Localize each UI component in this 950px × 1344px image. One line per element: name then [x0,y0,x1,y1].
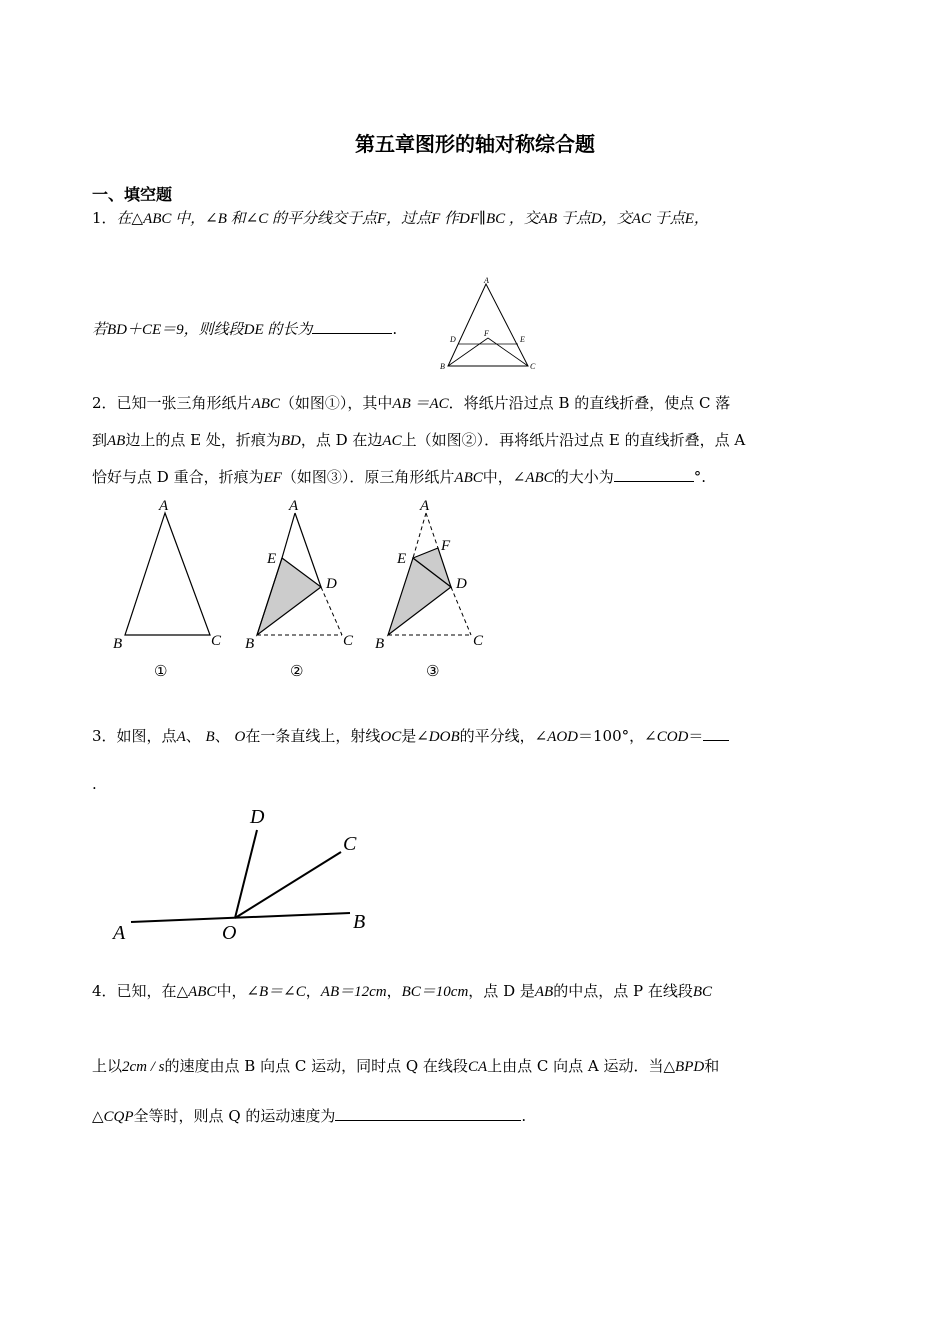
q4-text: △ABC [176,984,217,1000]
q2-text: BD [280,433,301,449]
q4-text: BC [692,984,713,1000]
q2-text: AC [382,433,402,449]
q2-number: 2． [92,394,117,412]
page-title: 第五章图形的轴对称综合题 [355,132,595,156]
q4-text: △BPD [663,1059,705,1075]
q3-label-o: O [222,922,237,944]
q2-fig3-label-c: C [473,633,484,649]
q2-fig3-label-f: F [441,538,451,554]
q3-line1 [92,725,729,746]
q4-text: ， [305,982,321,1000]
q2-text: 的大小为 [553,468,614,486]
q2-figures [105,495,505,685]
q1-label-a: A [484,276,489,285]
q1-label-d: D [450,335,456,344]
q2-fig3-label-d: D [456,576,467,592]
q2-line2 [92,429,745,450]
q4-number: 4． [92,982,117,1000]
q3-number: 3． [92,727,117,745]
q2-fig2-fold [257,558,321,635]
q2-fig1-label-c: C [211,633,222,649]
q2-text: AB [107,433,126,449]
q3-text: 的平分线，∠ [459,727,548,745]
q4-text: ， [386,982,402,1000]
q3-end: . [92,775,97,793]
q1-number: 1． [92,209,117,227]
q2-fig2-label-c: C [343,633,354,649]
q4-text: 和 [704,1057,720,1075]
q4-text: 已知，在 [116,982,177,1000]
q2-text: （如图①），其中 [279,394,393,412]
q3-text: B [205,729,215,745]
q3-text: ＝ [688,727,704,745]
q2-text: °. [693,468,706,486]
q4-text: AB [534,984,554,1000]
q4-text: 中， [216,982,247,1000]
q2-answer-blank[interactable] [614,467,694,482]
q3-text: O [234,729,246,745]
q3-text: A [176,729,186,745]
q1-figure [440,276,540,371]
q2-text: 上（如图②）．再将纸片沿过点 E 的直线折叠，点 A [401,431,746,449]
q4-text: AB＝12cm [320,984,387,1000]
q1-triangle [448,284,528,366]
q2-fig3-label-e: E [397,551,407,567]
q2-fig2-ae [282,513,295,558]
q3-text: 在一条直线上，射线 [245,727,381,745]
q2-text: 边上的点 E 处，折痕为 [125,431,281,449]
q2-fig3-dc [451,587,471,635]
q3-text: DOB [428,729,460,745]
q4-text: 的速度由点 B 向点 C 运动，同时点 Q 在线段 [164,1057,468,1075]
q2-fig2-label-e: E [267,551,277,567]
q2-text: ABC [525,470,554,486]
q4-answer-blank[interactable] [335,1106,521,1121]
q2-fig1-label-b: B [113,636,123,652]
q1-answer-blank[interactable] [312,319,392,334]
q2-fig2-caption: ② [290,662,304,680]
q2-text: EF [263,470,282,486]
q3-label-b: B [353,911,366,933]
q3-line2 [92,775,97,793]
q4-text: ∠B＝∠C [246,984,306,1000]
q4-text: 2cm / s [122,1059,165,1075]
q1-label-c: C [530,362,536,371]
q2-fig3-label-b: B [375,636,385,652]
q4-line3 [92,1105,526,1126]
q4-text: CA [467,1059,488,1075]
q1-label-f: F [484,329,489,338]
q2-text: ．将纸片沿过点 B 的直线折叠，使点 C 落 [448,394,731,412]
q4-text: 全等时，则点 Q 的运动速度为 [133,1107,336,1125]
q2-fig2-label-d: D [326,576,337,592]
q2-fig3-ae [413,513,426,558]
q1-label-b: B [440,362,445,371]
q2-text: （如图③）．原三角形纸片 [281,468,455,486]
q3-label-d: D [250,806,265,828]
q2-fig2-label-b: B [245,636,255,652]
q4-line2 [92,1055,719,1076]
q2-text: 到 [92,431,108,449]
q4-text: 上以 [92,1057,123,1075]
q4-line1 [92,980,712,1001]
q2-text: 已知一张三角形纸片 [116,394,252,412]
q3-text: 、 [214,727,230,745]
q3-text: COD [656,729,689,745]
q2-text: 恰好与点 D 重合，折痕为 [92,468,264,486]
q1-label-e: E [520,335,525,344]
q3-text: 是∠ [401,727,429,745]
q3-answer-blank[interactable] [703,726,729,741]
q1-line2 [92,318,397,339]
q2-line1 [92,392,730,413]
q1-text2: 若BD＋CE＝9，则线段DE 的长为 [92,322,313,338]
section-heading: 一、填空题 [92,185,173,204]
q4-text: △CQP [92,1109,134,1125]
q3-text: OC [380,729,402,745]
q2-fig3-af [426,513,438,548]
q4-text: 上由点 C 向点 A 运动．当 [487,1057,664,1075]
q2-fig1-triangle [125,513,210,635]
q2-fig2-dc [321,587,342,635]
q3-text: AOD [547,729,579,745]
q2-text: ABC [251,396,280,412]
q3-text: 、 [185,727,201,745]
q2-fig1-label-a: A [159,498,169,514]
q2-fig1-caption: ① [154,662,168,680]
q3-label-c: C [343,833,357,855]
q2-fig3-label-a: A [420,498,430,514]
q1-end: . [392,320,398,338]
q2-text: AB ＝AC [392,396,449,412]
q4-text: BC＝10cm [401,984,469,1000]
q4-text: . [521,1107,527,1125]
q3-ray-oc [235,852,341,918]
q2-fig3-caption: ③ [426,662,440,680]
q3-label-a: A [113,922,126,944]
q2-text: ，点 D 在边 [300,431,383,449]
q4-text: 的中点，点 P 在线段 [553,982,693,1000]
q1-line1 [92,207,709,228]
q3-figure [105,800,385,950]
q2-fig2-label-a: A [289,498,299,514]
q3-text: 如图，点 [116,727,177,745]
q3-text: ＝100°，∠ [578,727,657,745]
q2-line3 [92,466,706,487]
q2-text: ABC [454,470,483,486]
q1-text1: 在△ABC 中，∠B 和∠C 的平分线交于点F，过点F 作DF∥BC ，交AB 于点D，交AC 于点E， [116,211,709,227]
q2-text: 中，∠ [482,468,526,486]
q4-text: ，点 D 是 [468,982,535,1000]
q3-ray-od [235,830,257,918]
